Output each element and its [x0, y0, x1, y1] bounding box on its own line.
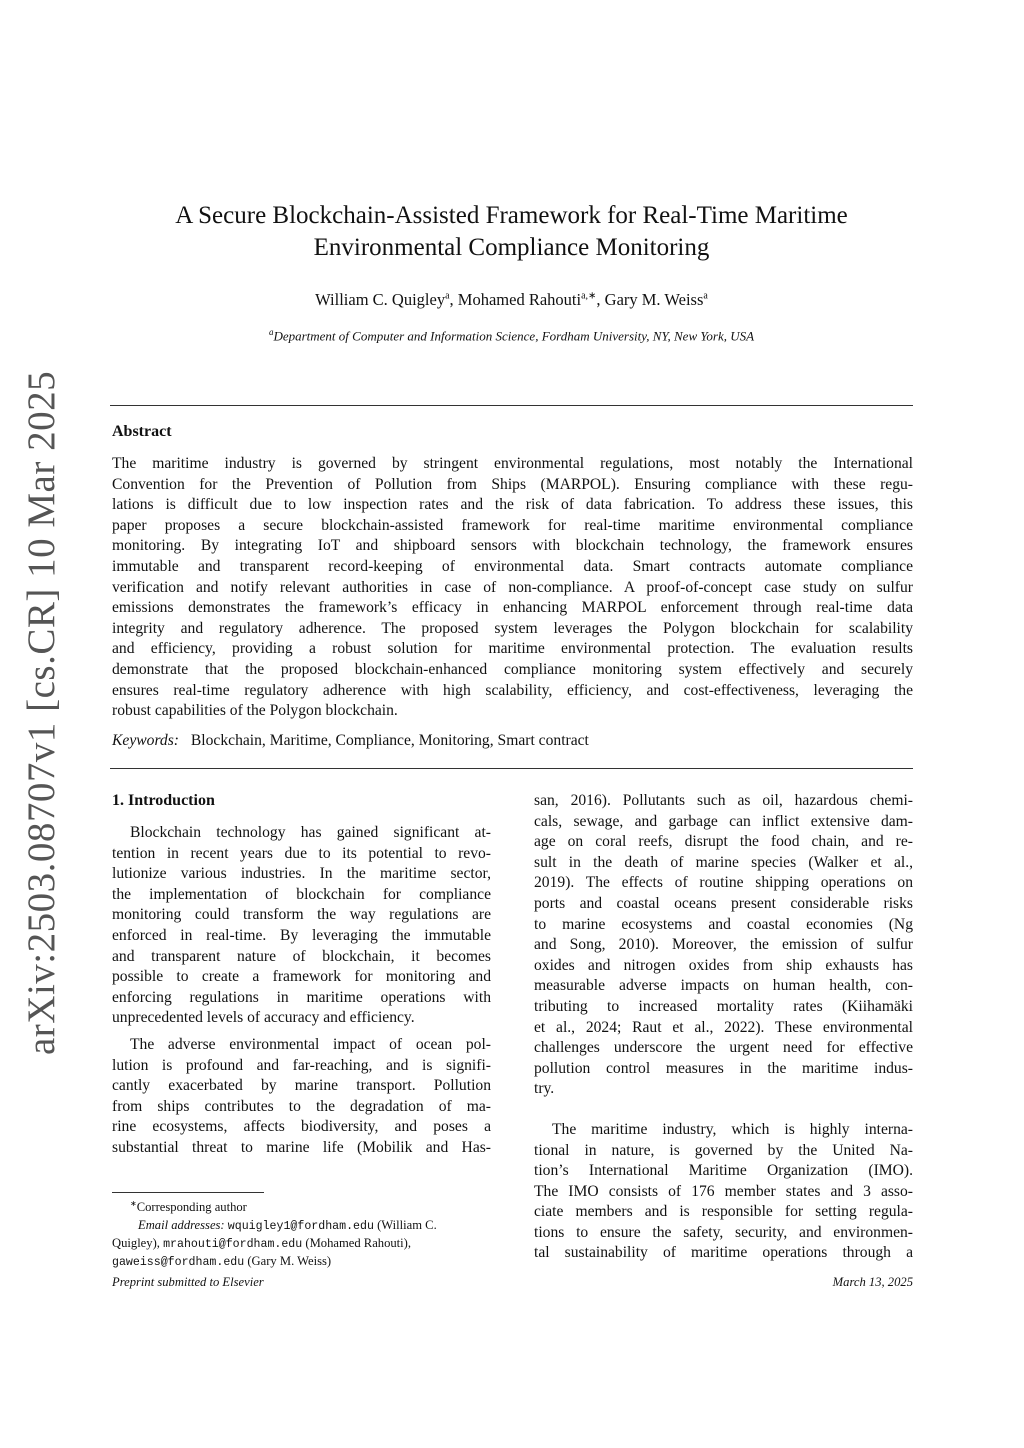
- text-line: lutionize various industries. In the maritime sector,: [112, 865, 491, 883]
- text-line: The IMO consists of 176 member states and 3 asso-: [534, 1182, 913, 1200]
- corresponding-mark: ∗: [130, 1199, 137, 1208]
- author-name: William C. Quigley: [315, 290, 446, 309]
- intro-paragraph-1: [112, 823, 491, 1029]
- abstract-line: ensures real-time regulatory adherence with high scalability, efficiency, and cost-effectiveness, leveraging the: [112, 681, 913, 699]
- text-line: san, 2016). Pollutants such as oil, hazardous chemi-: [534, 792, 913, 809]
- email-link[interactable]: gaweiss@fordham.edu: [112, 1256, 245, 1270]
- paragraph-gap: [534, 1100, 913, 1120]
- email-owner: (Mohamed Rahouti),: [305, 1236, 412, 1250]
- author-list: William C. Quigley$^a$, Mohamed Rahouti$^{a,∗}$, Gary M. Weiss$^a$: [315, 290, 708, 309]
- footnotes: [112, 1195, 491, 1272]
- text-line: ports and coastal oceans present considerable risks: [534, 894, 913, 912]
- email-label: Email addresses:: [138, 1217, 225, 1232]
- text-line: cals, sewage, and garbage can inflict extensive dam-: [534, 812, 913, 830]
- abstract-line: robust capabilities of the Polygon blockchain.: [112, 702, 398, 720]
- text-line: pollution control measures in the maritime indus-: [534, 1059, 913, 1077]
- footnote-rule: [112, 1192, 264, 1193]
- author-name: Gary M. Weiss: [604, 290, 704, 309]
- abstract-body: [112, 454, 913, 722]
- section-heading-introduction: 1. Introduction: [112, 792, 215, 809]
- author-name: Mohamed Rahouti: [457, 290, 582, 309]
- left-column: [112, 791, 491, 1159]
- arxiv-identifier: arXiv:2503.08707v1 [cs.CR] 10 Mar 2025: [20, 370, 63, 1055]
- text-line: tention in recent years due to its potential to revo-: [112, 844, 491, 862]
- affiliation-text: Department of Computer and Information Science, Fordham University, NY, New York, USA: [273, 328, 755, 344]
- text-line: The adverse environmental impact of ocean pol-: [130, 1035, 491, 1053]
- abstract-line: integrity and regulatory adherence. The proposed system leverages the Polygon blockchain for scalability: [112, 619, 913, 637]
- footnote-emails-line-1: [112, 1217, 491, 1235]
- author-mark: a: [703, 290, 708, 302]
- footer-preprint-note: Preprint submitted to Elsevier: [112, 1275, 264, 1289]
- keywords-text: Blockchain, Maritime, Compliance, Monitoring, Smart contract: [190, 732, 589, 749]
- text-line: ciate members and is responsible for setting regula-: [534, 1203, 913, 1221]
- abstract-line: Convention for the Prevention of Pollution from Ships (MARPOL). Ensuring compliance with these regu-: [112, 475, 913, 493]
- abstract-line: demonstrate that the proposed blockchain-enhanced compliance monitoring system effectively and securely: [112, 660, 913, 678]
- text-line: enforced in real-time. By leveraging the immutable: [112, 926, 491, 944]
- abstract-line: lations is difficult due to low inspection rates and the risk of data fabrication. To address these issues, this: [112, 496, 913, 514]
- intro-paragraph-2-continued: [534, 791, 913, 1100]
- text-line: age on coral reefs, disrupt the food chain, and re-: [534, 833, 913, 851]
- abstract-heading: Abstract: [112, 423, 172, 440]
- keywords-label: Keywords:: [112, 732, 179, 749]
- email-owner: (William C.: [377, 1217, 437, 1232]
- text-line: tion’s International Maritime Organization (IMO).: [534, 1162, 913, 1180]
- abstract-line: verification and notify relevant authorities in case of non-compliance. A proof-of-concept case study on sulfur: [112, 578, 913, 596]
- text-line: et al., 2024; Raut et al., 2022). These environmental: [534, 1018, 913, 1036]
- email-link[interactable]: wquigley1@fordham.edu: [227, 1219, 374, 1233]
- text-line: unprecedented levels of accuracy and efficiency.: [112, 1009, 415, 1027]
- paper-title: [110, 200, 913, 264]
- text-line: tal sustainability of maritime operations through a: [534, 1244, 913, 1262]
- text-line: rine ecosystems, affects biodiversity, and poses a: [112, 1118, 491, 1136]
- text-line: Blockchain technology has gained significant at-: [130, 824, 491, 841]
- text-line: 2019). The effects of routine shipping operations on: [534, 874, 913, 892]
- footnote-emails-line-3: [112, 1253, 491, 1271]
- text-line: possible to create a framework for monitoring and: [112, 968, 491, 986]
- abstract-line: emissions demonstrates the framework’s efficacy in enhancing MARPOL enforcement through real-time data: [112, 599, 913, 617]
- corresponding-text: Corresponding author: [136, 1200, 247, 1215]
- text-line: tions to ensure the safety, security, and environmen-: [534, 1223, 913, 1241]
- footnote-corresponding: [112, 1195, 491, 1217]
- abstract-top-rule: [110, 405, 913, 406]
- email-owner: (Gary M. Weiss): [247, 1254, 332, 1269]
- text-line: lution is profound and far-reaching, and is signifi-: [112, 1056, 491, 1074]
- text-line: and Song, 2010). Moreover, the emission of sulfur: [534, 936, 913, 954]
- text-line: tional in nature, is governed by the United Na-: [534, 1141, 913, 1159]
- text-line: challenges underscore the urgent need for effective: [534, 1039, 913, 1057]
- abstract-line: The maritime industry is governed by stringent environmental regulations, most notably the International: [112, 455, 913, 472]
- text-line: cantly exacerbated by marine transport. Pollution: [112, 1077, 491, 1095]
- text-line: The maritime industry, which is highly interna-: [552, 1120, 913, 1138]
- text-line: enforcing regulations in maritime operations with: [112, 988, 491, 1006]
- text-line: and transparent nature of blockchain, it becomes: [112, 947, 491, 965]
- text-line: monitoring could transform the way regulations are: [112, 906, 491, 924]
- footnote-emails-line-2: [112, 1235, 491, 1253]
- text-line: the implementation of blockchain for compliance: [112, 885, 491, 903]
- intro-paragraph-3: [534, 1120, 913, 1264]
- abstract-line: monitoring. By integrating IoT and shipboard sensors with blockchain technology, the framework ensures: [112, 537, 913, 555]
- abstract-bottom-rule: [110, 768, 913, 769]
- title-line-2: Environmental Compliance Monitoring: [313, 234, 710, 261]
- text-line: measurable adverse impacts on human health, con-: [534, 977, 913, 995]
- text-line: from ships contributes to the degradation of ma-: [112, 1097, 491, 1115]
- affiliation: [110, 327, 913, 344]
- text-line: sult in the death of marine species (Walker et al.,: [534, 853, 913, 871]
- text-line: oxides and nitrogen oxides from ship exhausts has: [534, 956, 913, 974]
- right-column: [534, 791, 913, 1264]
- keywords: [112, 732, 589, 750]
- intro-paragraph-2: [112, 1035, 491, 1159]
- author-mark: a,∗: [581, 290, 597, 302]
- text-line: try.: [534, 1080, 555, 1098]
- title-line-1: A Secure Blockchain-Assisted Framework for Real-Time Maritime: [175, 202, 848, 229]
- abstract-line: immutable and transparent record-keeping of environmental data. Smart contracts automate compliance: [112, 557, 913, 575]
- text-line: to marine ecosystems and coastal economies (Ng: [534, 915, 913, 933]
- text-line: tributing to increased mortality rates (Kiihamäki: [534, 997, 913, 1015]
- abstract-line: and efficiency, providing a robust solution for maritime environmental protection. The evaluation results: [112, 640, 913, 658]
- affiliation-mark: a: [268, 327, 274, 337]
- abstract-line: paper proposes a secure blockchain-assisted framework for real-time maritime environmental compliance: [112, 516, 913, 534]
- footer-date: March 13, 2025: [832, 1275, 913, 1289]
- email-link[interactable]: mrahouti@fordham.edu: [163, 1238, 303, 1251]
- author-mark: a: [445, 290, 450, 302]
- email-owner: Quigley),: [112, 1236, 160, 1250]
- text-line: substantial threat to marine life (Mobilik and Has-: [112, 1138, 491, 1156]
